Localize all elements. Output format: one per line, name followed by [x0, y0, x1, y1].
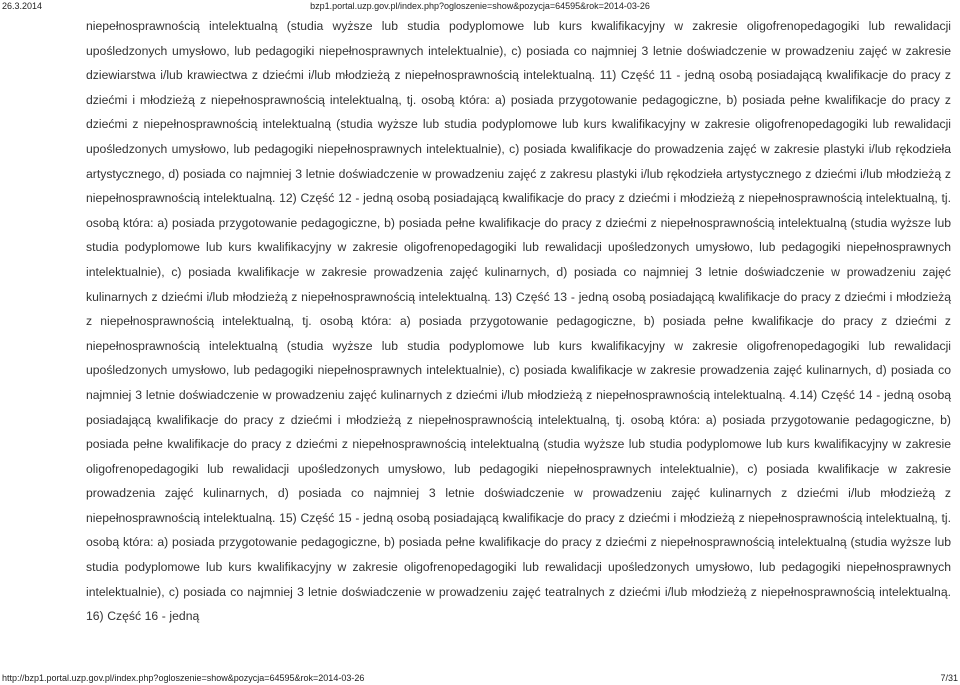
- page-number: 7/31: [940, 673, 958, 683]
- print-date: 26.3.2014: [2, 1, 43, 11]
- header-url: bzp1.portal.uzp.gov.pl/index.php?ogloszenie=show&pozycja=64595&rok=2014-03-26: [310, 1, 650, 11]
- body-paragraph: niepełnosprawnością intelektualną (studia wyższe lub studia podyplomowe lub kurs kwalifikacyjny w zakresie oligofrenopedagogiki lub rewalidacji upośledzonych umysłowo, lub pedagogiki niepełnosprawnych intelektualnie), c) posiada co najmniej 3 letnie doświadczenie w prowadzeniu zajęć w zakresie dziewiarstwa i/lub krawiectwa z dziećmi i/lub młodzieżą z niepełnosprawnością intelektualną. 11) Część 11 - jedną osobą posiadającą kwalifikacje do pracy z dziećmi i młodzieżą z niepełnosprawnością intelektualną, tj. osobą która: a) posiada przygotowanie pedagogiczne, b) posiada pełne kwalifikacje do pracy z dziećmi z niepełnosprawnością intelektualną (studia wyższe lub studia podyplomowe lub kurs kwalifikacyjny w zakresie oligofrenopedagogiki lub rewalidacji upośledzonych umysłowo, lub pedagogiki niepełnosprawnych intelektualnie), c) posiada kwalifikacje do prowadzenia zajęć w zakresie plastyki i/lub rękodzieła artystycznego, d) posiada co najmniej 3 letnie doświadczenie w prowadzeniu zajęć z zakresu plastyki i/lub rękodzieła artystycznego z dziećmi i/lub młodzieżą z niepełnosprawnością intelektualną. 12) Część 12 - jedną osobą posiadającą kwalifikacje do pracy z dziećmi i młodzieżą z niepełnosprawnością intelektualną, tj. osobą która: a) posiada przygotowanie pedagogiczne, b) posiada pełne kwalifikacje do pracy z dziećmi z niepełnosprawnością intelektualną (studia wyższe lub studia podyplomowe lub kurs kwalifikacyjny w zakresie oligofrenopedagogiki lub rewalidacji upośledzonych umysłowo, lub pedagogiki niepełnosprawnych intelektualnie), c) posiada kwalifikacje w zakresie prowadzenia zajęć kulinarnych, d) posiada co najmniej 3 letnie doświadczenie w prowadzeniu zajęć kulinarnych z dziećmi i/lub młodzieżą z niepełnosprawnością intelektualną. 13) Część 13 - jedną osobą posiadającą kwalifikacje do pracy z dziećmi i młodzieżą z niepełnosprawnością intelektualną, tj. osobą która: a) posiada przygotowanie pedagogiczne, b) posiada pełne kwalifikacje do pracy z dziećmi z niepełnosprawnością intelektualną (studia wyższe lub studia podyplomowe lub kurs kwalifikacyjny w zakresie oligofrenopedagogiki lub rewalidacji upośledzonych umysłowo, lub pedagogiki niepełnosprawnych intelektualnie), c) posiada kwalifikacje w zakresie prowadzenia zajęć kulinarnych, d) posiada co najmniej 3 letnie doświadczenie w prowadzeniu zajęć kulinarnych z dziećmi i/lub młodzieżą z niepełnosprawnością intelektualną. 4.14) Część 14 - jedną osobą posiadającą kwalifikacje do pracy z dziećmi i młodzieżą z niepełnosprawnością intelektualną, tj. osobą która: a) posiada przygotowanie pedagogiczne, b) posiada pełne kwalifikacje do pracy z dziećmi z niepełnosprawnością intelektualną (studia wyższe lub studia podyplomowe lub kurs kwalifikacyjny w zakresie oligofrenopedagogiki lub rewalidacji upośledzonych umysłowo, lub pedagogiki niepełnosprawnych intelektualnie), c) posiada kwalifikacje w zakresie prowadzenia zajęć kulinarnych, d) posiada co najmniej 3 letnie doświadczenie w prowadzeniu zajęć kulinarnych z dziećmi i/lub młodzieżą z niepełnosprawnością intelektualną. 15) Część 15 - jedną osobą posiadającą kwalifikacje do pracy z dziećmi i młodzieżą z niepełnosprawnością intelektualną, tj. osobą która: a) posiada przygotowanie pedagogiczne, b) posiada pełne kwalifikacje do pracy z dziećmi z niepełnosprawnością intelektualną (studia wyższe lub studia podyplomowe lub kurs kwalifikacyjny w zakresie oligofrenopedagogiki lub rewalidacji upośledzonych umysłowo, lub pedagogiki niepełnosprawnych intelektualnie), c) posiada co najmniej 3 letnie doświadczenie w prowadzeniu zajęć teatralnych z dziećmi i/lub młodzieżą z niepełnosprawnością intelektualną. 16) Część 16 - jedną: [86, 19, 951, 624]
- document-body: [86, 14, 951, 629]
- page-footer: [0, 672, 960, 684]
- footer-url: http://bzp1.portal.uzp.gov.pl/index.php?ogloszenie=show&pozycja=64595&rok=2014-03-26: [2, 673, 365, 683]
- page-header: [0, 0, 960, 12]
